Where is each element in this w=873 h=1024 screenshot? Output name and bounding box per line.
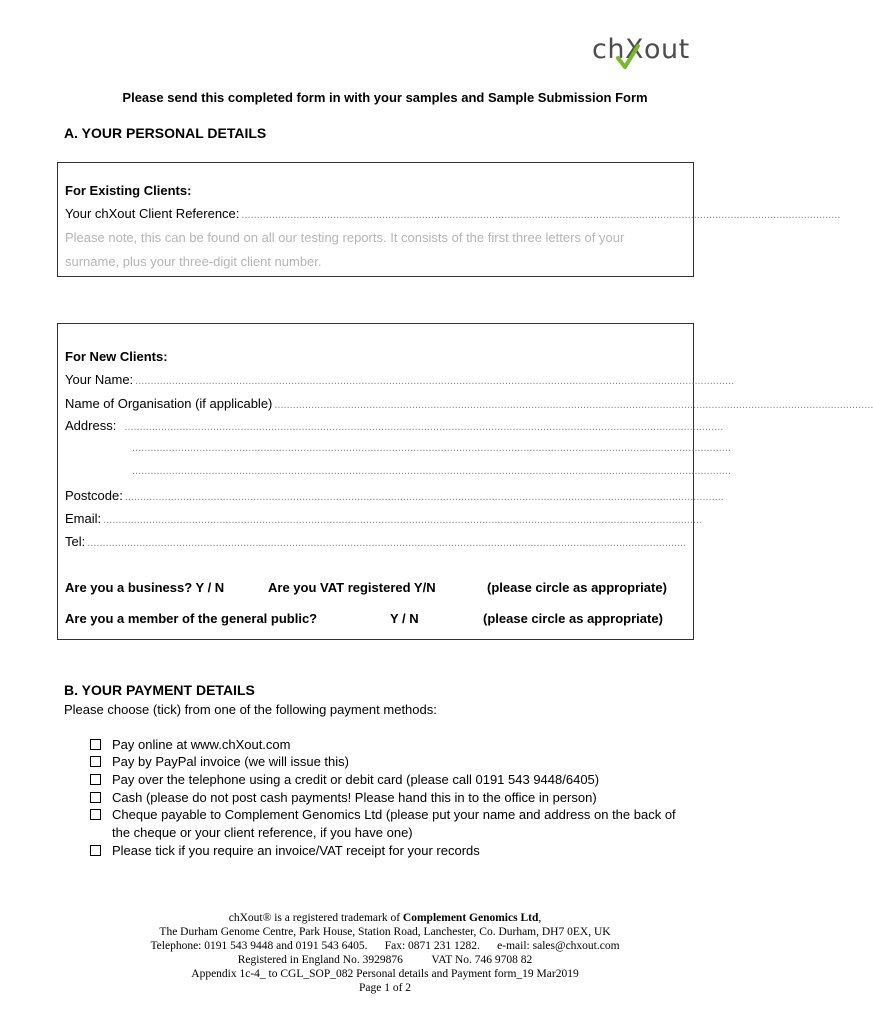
footer-trademark: chXout® is a registered trademark of Complement Genomics Ltd, [228, 912, 542, 924]
name-blank[interactable]: .................................................................................................................................................................................................... [135, 375, 735, 387]
payment-option-paypal[interactable] [90, 753, 702, 771]
checkbox[interactable] [90, 756, 101, 767]
client-reference-label: Your chXout Client Reference: [65, 206, 240, 221]
payment-option-label: Pay online at www.chXout.com [112, 737, 291, 752]
payment-option-label: Please tick if you require an invoice/VAT receipt for your records [112, 843, 480, 858]
payment-option-cash[interactable] [90, 789, 702, 807]
checkbox[interactable] [90, 792, 101, 803]
section-b-title: B. YOUR PAYMENT DETAILS [64, 682, 255, 698]
tel-field[interactable] [65, 534, 685, 549]
payment-option-label: Cash (please do not post cash payments! Please hand this in to the office in person) [112, 790, 597, 805]
footer-address: The Durham Genome Centre, Park House, Station Road, Lanchester, Co. Durham, DH7 0EX, UK [159, 926, 611, 938]
checkmark-icon [592, 34, 692, 74]
existing-clients-box [57, 162, 841, 277]
checkbox[interactable] [90, 774, 101, 785]
payment-option-label: Pay over the telephone using a credit or debit card (please call 0191 543 9448/6405) [112, 772, 600, 787]
address-blank-2[interactable]: .................................................................................................................................................................................................... [132, 442, 732, 454]
postcode-label: Postcode: [65, 488, 123, 503]
address-blank-3[interactable]: .................................................................................................................................................................................................... [132, 465, 732, 477]
existing-clients-heading: For Existing Clients: [65, 183, 192, 198]
footer-registration: Registered in England No. 3929876 VAT No. 746 9708 82 [237, 954, 533, 966]
vat-question[interactable]: Are you VAT registered Y/N [268, 580, 436, 595]
footer-document-ref: Appendix 1c-4_ to CGL_SOP_082 Personal details and Payment form_19 Mar2019 [191, 968, 579, 980]
payment-option-online[interactable] [90, 736, 702, 754]
new-clients-box [57, 323, 873, 640]
address-field[interactable] [65, 418, 724, 433]
email-blank[interactable]: .................................................................................................................................................................................................... [103, 514, 703, 526]
email-label: Email: [65, 511, 102, 526]
existing-note-line1: Please note, this can be found on all our testing reports. It consists of the first three letters of your [65, 230, 625, 245]
invoice-request-option[interactable] [90, 842, 702, 860]
circle-note-1: (please circle as appropriate) [487, 580, 667, 595]
organisation-label: Name of Organisation (if applicable) [65, 396, 273, 411]
circle-note-2: (please circle as appropriate) [483, 611, 663, 626]
tel-label: Tel: [65, 534, 86, 549]
client-reference-blank[interactable]: .................................................................................................................................................................................................... [241, 209, 841, 221]
new-clients-heading: For New Clients: [65, 349, 168, 364]
address-line-3[interactable] [130, 465, 732, 477]
existing-note-line2: surname, plus your three-digit client number. [65, 254, 322, 269]
payment-option-cheque[interactable] [90, 806, 692, 842]
checkbox[interactable] [90, 739, 101, 750]
footer-contact: Telephone: 0191 543 9448 and 0191 543 6405. Fax: 0871 231 1282. e-mail: sales@chxout.com [150, 940, 620, 952]
client-reference-field[interactable] [65, 206, 841, 221]
organisation-field[interactable] [65, 396, 873, 411]
address-blank-1[interactable]: .................................................................................................................................................................................................... [124, 421, 724, 433]
chxout-logo [592, 34, 692, 74]
business-question[interactable]: Are you a business? Y / N [65, 580, 225, 595]
address-label: Address: [65, 418, 117, 433]
logo-text: chXout [592, 34, 690, 65]
payment-option-label: Pay by PayPal invoice (we will issue this) [112, 754, 349, 769]
checkbox[interactable] [90, 845, 101, 856]
page-footer [0, 911, 770, 995]
intro-instruction: Please send this completed form in with your samples and Sample Submission Form [122, 90, 648, 105]
email-field[interactable] [65, 511, 703, 526]
payment-option-label: Cheque payable to Complement Genomics Ltd (please put your name and address on the back of the cheque or your client reference, if you have one) [112, 807, 676, 840]
payment-option-telephone[interactable] [90, 771, 702, 789]
address-line-2[interactable] [130, 442, 732, 454]
organisation-blank[interactable]: .................................................................................................................................................................................................... [274, 399, 873, 411]
public-question: Are you a member of the general public? [65, 611, 318, 626]
checkbox[interactable] [90, 809, 101, 820]
page-number: Page 1 of 2 [358, 982, 412, 994]
tel-blank[interactable]: .................................................................................................................................................................................................... [87, 537, 687, 549]
postcode-blank[interactable]: .................................................................................................................................................................................................... [124, 491, 724, 503]
name-label: Your Name: [65, 372, 134, 387]
postcode-field[interactable] [65, 488, 724, 503]
payment-instruction: Please choose (tick) from one of the following payment methods: [64, 702, 437, 717]
public-yes-no[interactable]: Y / N [390, 611, 419, 626]
section-a-title: A. YOUR PERSONAL DETAILS [64, 125, 267, 141]
name-field[interactable] [65, 372, 735, 387]
